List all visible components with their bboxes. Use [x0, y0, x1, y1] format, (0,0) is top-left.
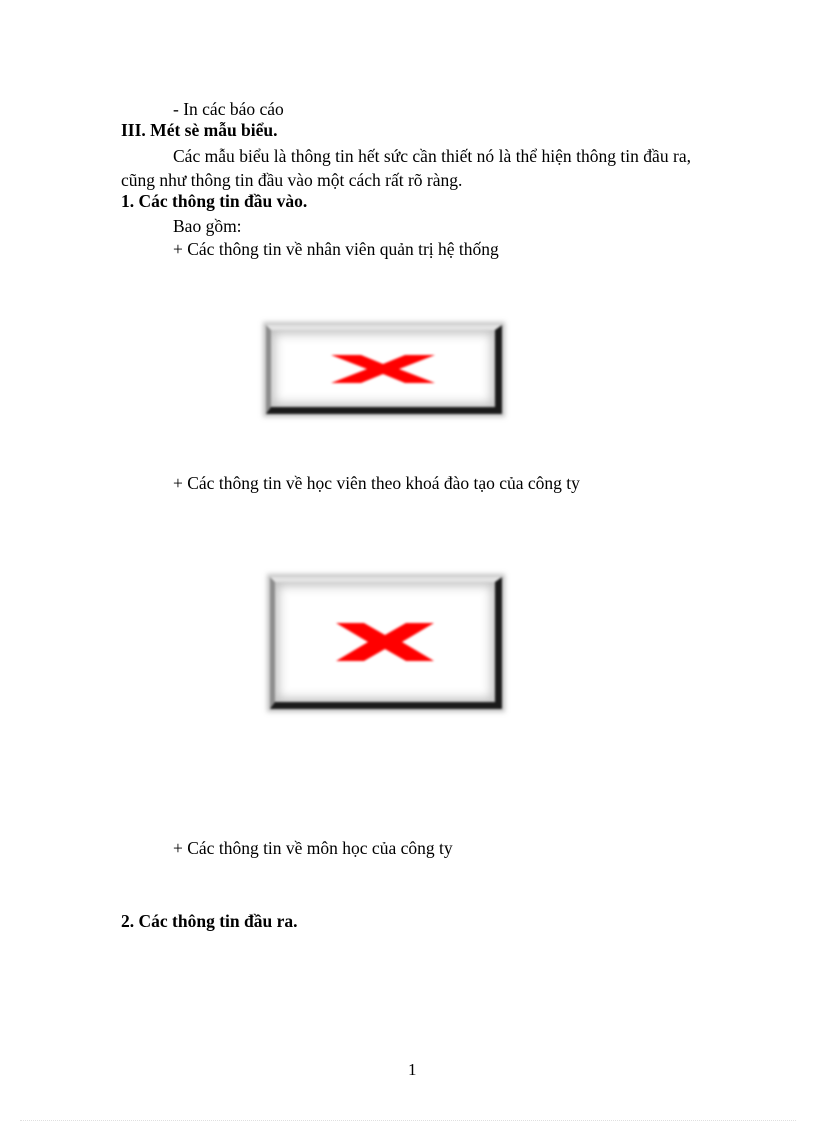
output-heading: 2. Các thông tin đầu ra. — [121, 911, 298, 931]
list-item-print-reports: - In các báo cáo — [173, 99, 284, 119]
section-heading: III. Mét sè mẫu biểu. — [121, 120, 278, 140]
broken-image-icon — [266, 325, 502, 414]
red-x-icon — [327, 351, 439, 387]
input-item-students: + Các thông tin về học viên theo khoá đào tạo của công ty — [173, 473, 580, 493]
input-item-admin: + Các thông tin về nhân viên quản trị hệ thống — [173, 239, 499, 259]
page-bottom-divider — [20, 1120, 796, 1121]
input-item-subjects: + Các thông tin về môn học của công ty — [173, 838, 453, 858]
includes-label: Bao gồm: — [173, 216, 242, 236]
input-heading: 1. Các thông tin đầu vào. — [121, 191, 308, 211]
intro-paragraph: Các mẫu biểu là thông tin hết sức cần thiết nó là thể hiện thông tin đầu ra, cũng như thông tin đầu vào một cách rất rõ ràng. — [121, 146, 691, 190]
page-number: 1 — [408, 1060, 417, 1079]
red-x-icon — [332, 619, 438, 665]
broken-image-icon — [270, 577, 502, 709]
